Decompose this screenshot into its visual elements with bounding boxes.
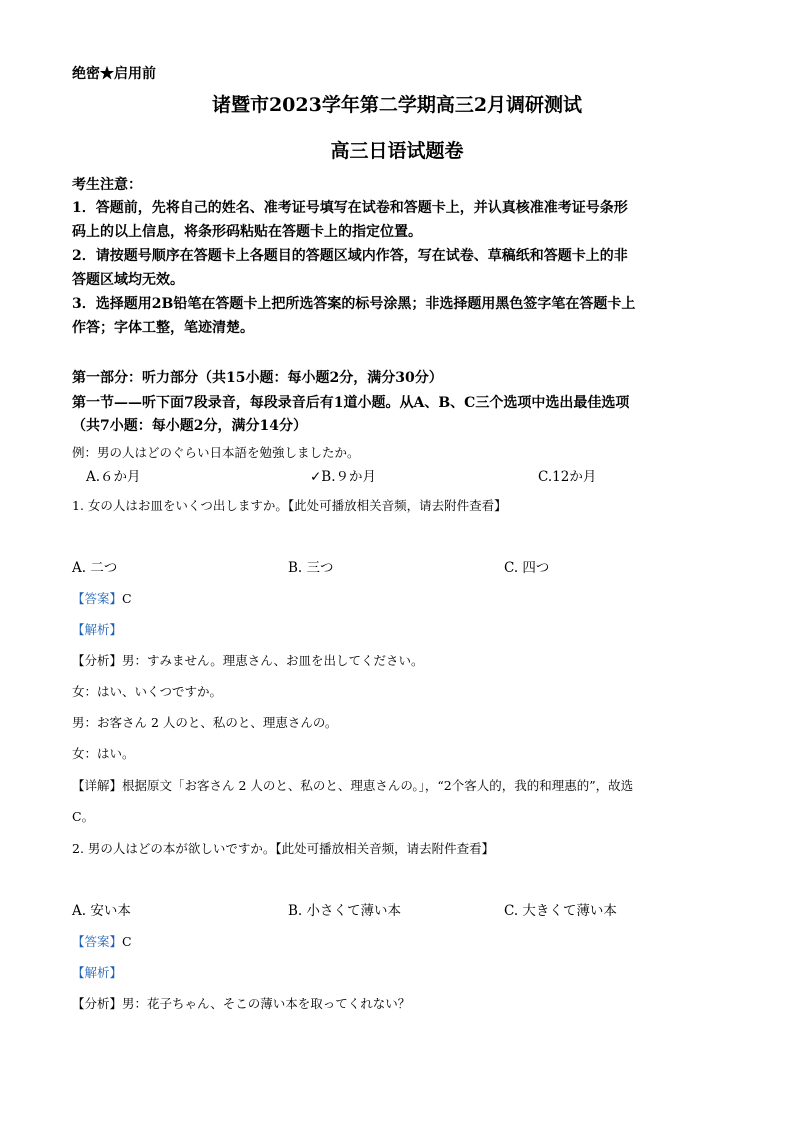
q1-detail (72, 776, 633, 796)
analysis-prefix-tag: 【分析】 (72, 653, 123, 668)
answer-tag: 【答案】 (72, 934, 123, 949)
q1-option-a: A. 二つ (72, 560, 118, 576)
q2-answer (72, 932, 132, 952)
section1-heading: 第一节——听下面7段录音，每段录音后有1道小题。从A、B、C三个选项中选出最佳选项 (72, 395, 630, 411)
answer-value: C (122, 591, 132, 606)
detail-tag: 【详解】 (72, 778, 123, 793)
dialogue-line: 男：すみません。理恵さん、お皿を出してください。 (122, 653, 424, 668)
q1-question: 1. 女の人はお皿をいくつ出しますか。【此处可播放相关音频，请去附件查看】 (72, 498, 507, 513)
example-option-a: A.６か月 (86, 469, 141, 485)
detail-text: 根据原文「お客さん 2 人のと、私のと、理恵さんの。」，“2个客人的，我的和理惠的”，故选 (122, 778, 634, 793)
analysis-tag: 【解析】 (72, 622, 123, 637)
notice-line: 3．选择题用2B铅笔在答题卡上把所选答案的标号涂黑；非选择题用黑色签字笔在答题卡上 (72, 296, 636, 312)
dialogue-line: 女：はい。 (72, 746, 135, 761)
q2-analysis-tag (72, 963, 122, 983)
q1-options (72, 558, 732, 578)
notice-line: 答题区域均无效。 (72, 272, 184, 288)
section1-subheading: （共7小题：每小题2分，满分14分） (72, 418, 307, 434)
example-options (72, 467, 732, 487)
notice-line: 2．请按题号顺序在答题卡上各题目的答题区域内作答，写在试卷、草稿纸和答题卡上的非 (72, 248, 628, 264)
q1-answer (72, 589, 132, 609)
example-question: 例：男の人はどのぐらい日本語を勉強しましたか。 (72, 445, 360, 460)
notice-line: 码上的以上信息，将条形码粘贴在答题卡上的指定位置。 (72, 224, 422, 240)
analysis-tag: 【解析】 (72, 965, 123, 980)
dialogue-line: 女：はい、いくつですか。 (72, 684, 223, 699)
notice-heading: 考生注意： (72, 177, 142, 193)
notice-line: 作答；字体工整，笔迹清楚。 (72, 320, 254, 336)
q1-detail-cont: C。 (72, 809, 95, 824)
example-option-b: ✓B.９か月 (310, 469, 377, 485)
exam-title: 诸暨市2023学年第二学期高三2月调研测试 (211, 94, 583, 116)
q2-option-a: A. 安い本 (72, 903, 131, 919)
q2-analysis-line (72, 994, 410, 1014)
notice-line: 1．答题前，先将自己的姓名、准考证号填写在试卷和答题卡上，并认真核准准考证号条形 (72, 200, 628, 216)
q1-option-b: B. 三つ (288, 560, 334, 576)
q1-analysis-line (72, 651, 424, 671)
dialogue-line: 男：花子ちゃん、そこの薄い本を取ってくれない？ (122, 996, 411, 1011)
q1-analysis-tag (72, 620, 122, 640)
q2-options (72, 901, 732, 921)
answer-value: C (122, 934, 132, 949)
paper-subtitle: 高三日语试题卷 (330, 140, 464, 162)
q2-option-c: C. 大きくて薄い本 (504, 903, 617, 919)
example-option-c: C.12か月 (538, 469, 597, 485)
q1-option-c: C. 四つ (504, 560, 550, 576)
analysis-prefix-tag: 【分析】 (72, 996, 123, 1011)
dialogue-line: 男：お客さん 2 人のと、私のと、理恵さんの。 (72, 715, 338, 730)
q2-option-b: B. 小さくて薄い本 (288, 903, 402, 919)
q2-question: 2. 男の人はどの本が欲しいですか。【此处可播放相关音频，请去附件查看】 (72, 841, 495, 856)
part1-heading: 第一部分：听力部分（共15小题：每小题2分，满分30分） (72, 370, 443, 386)
secret-label: 绝密★启用前 (72, 66, 156, 82)
answer-tag: 【答案】 (72, 591, 123, 606)
